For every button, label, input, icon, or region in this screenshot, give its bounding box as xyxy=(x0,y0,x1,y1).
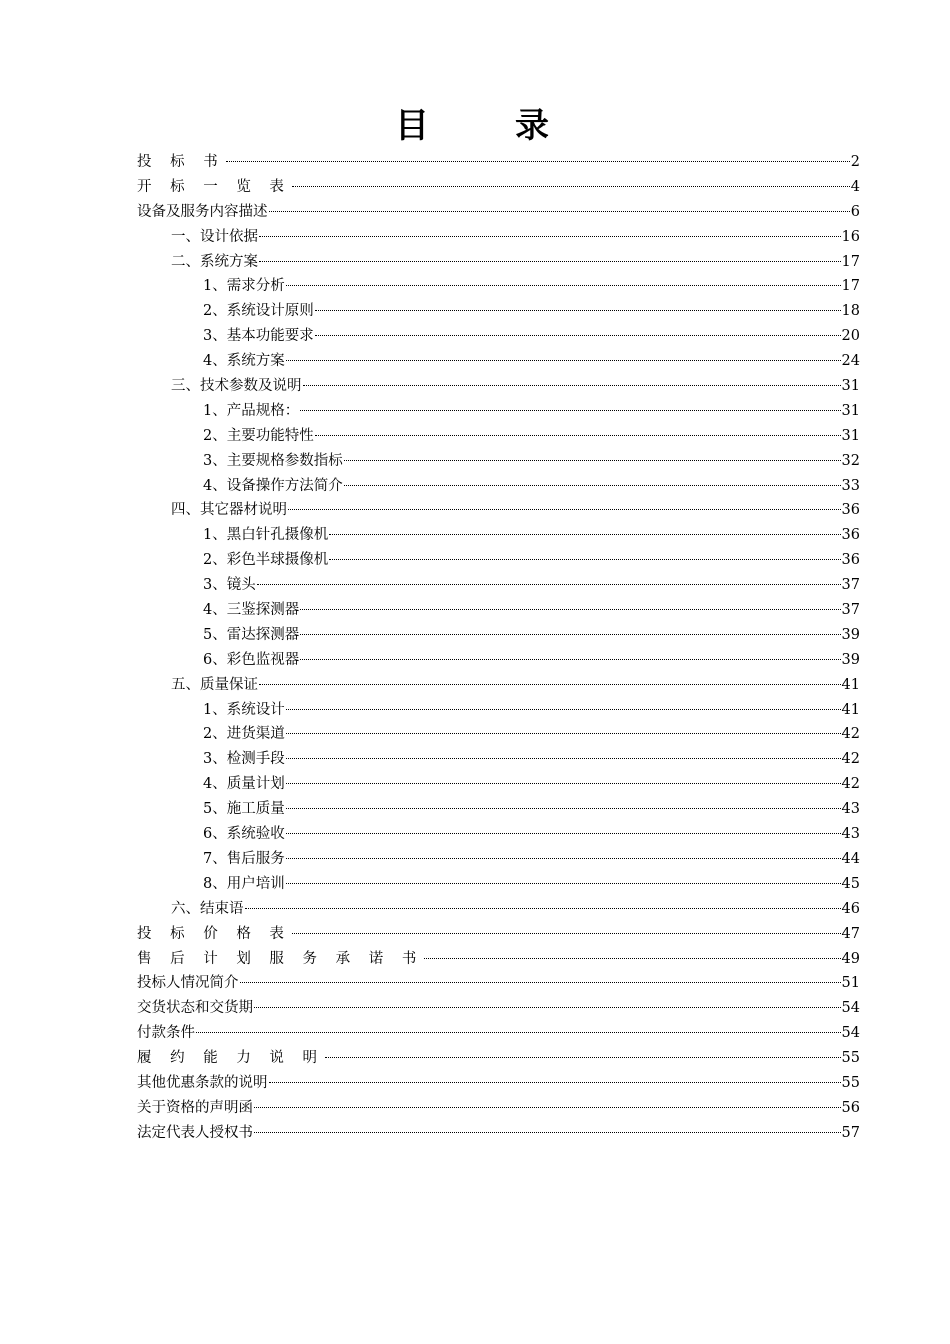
dot-leader xyxy=(344,485,841,486)
toc-entry[interactable] xyxy=(137,474,860,499)
toc-entry-label: 交货状态和交货期 xyxy=(137,1000,253,1017)
dot-leader xyxy=(286,858,841,859)
toc-entry[interactable] xyxy=(137,374,860,399)
toc-entry[interactable] xyxy=(137,1046,860,1071)
dot-leader xyxy=(254,1132,841,1133)
toc-entry-label: 四、其它器材说明 xyxy=(171,502,287,519)
toc-entry-label: 1、产品规格： xyxy=(203,402,300,419)
toc-entry[interactable] xyxy=(137,722,860,747)
toc-entry[interactable] xyxy=(137,623,860,648)
toc-entry[interactable] xyxy=(137,772,860,797)
toc-entry[interactable] xyxy=(137,523,860,548)
toc-entry-label: 五、质量保证 xyxy=(171,676,258,693)
toc-entry-label: 3、基本功能要求 xyxy=(203,328,314,345)
toc-entry[interactable] xyxy=(137,573,860,598)
dot-leader xyxy=(254,1107,841,1108)
toc-entry-page-number: 49 xyxy=(841,950,860,967)
toc-entry-page-number: 31 xyxy=(841,427,860,444)
dot-leader xyxy=(259,261,841,262)
dot-leader xyxy=(286,285,841,286)
dot-leader xyxy=(300,410,840,411)
dot-leader xyxy=(288,509,841,510)
toc-entry[interactable] xyxy=(137,872,860,897)
dot-leader xyxy=(286,833,841,834)
toc-entry-page-number: 24 xyxy=(841,353,860,370)
toc-entry[interactable] xyxy=(137,175,860,200)
dot-leader xyxy=(196,1032,841,1033)
toc-entry[interactable] xyxy=(137,747,860,772)
toc-entry-page-number: 32 xyxy=(841,452,860,469)
toc-entry[interactable] xyxy=(137,349,860,374)
table-of-contents xyxy=(137,150,860,1146)
toc-entry-label: 2、系统设计原则 xyxy=(203,303,314,320)
toc-entry-page-number: 42 xyxy=(841,751,860,768)
toc-entry-page-number: 39 xyxy=(841,626,860,643)
dot-leader xyxy=(240,982,841,983)
toc-entry-page-number: 54 xyxy=(841,1025,860,1042)
dot-leader xyxy=(245,908,841,909)
toc-entry-label: 法定代表人授权书 xyxy=(137,1124,253,1141)
toc-entry[interactable] xyxy=(137,822,860,847)
dot-leader xyxy=(329,559,840,560)
toc-entry[interactable] xyxy=(137,897,860,922)
toc-entry-label: 6、彩色监视器 xyxy=(203,651,300,668)
toc-entry-page-number: 57 xyxy=(841,1124,860,1141)
page-title: 目 录 xyxy=(395,106,555,146)
dot-leader xyxy=(257,584,841,585)
dot-leader xyxy=(300,659,840,660)
toc-entry[interactable] xyxy=(137,1121,860,1146)
toc-entry-page-number: 54 xyxy=(841,1000,860,1017)
dot-leader xyxy=(329,534,840,535)
toc-entry-page-number: 42 xyxy=(841,726,860,743)
dot-leader xyxy=(254,1007,841,1008)
dot-leader xyxy=(292,933,841,934)
toc-entry[interactable] xyxy=(137,274,860,299)
toc-entry[interactable] xyxy=(137,200,860,225)
toc-entry-label: 4、三鉴探测器 xyxy=(203,602,300,619)
toc-entry-label: 付款条件 xyxy=(137,1025,195,1042)
toc-entry[interactable] xyxy=(137,225,860,250)
toc-entry-page-number: 45 xyxy=(841,875,860,892)
dot-leader xyxy=(300,634,840,635)
dot-leader xyxy=(286,360,841,361)
dot-leader xyxy=(315,435,841,436)
toc-entry[interactable] xyxy=(137,324,860,349)
dot-leader xyxy=(269,211,850,212)
toc-entry-label: 一、设计依据 xyxy=(171,228,258,245)
dot-leader xyxy=(226,161,850,162)
toc-entry-label: 4、质量计划 xyxy=(203,776,285,793)
toc-entry-label: 投 标 价 格 表 xyxy=(137,925,291,942)
toc-entry-label: 其他优惠条款的说明 xyxy=(137,1074,268,1091)
toc-entry-page-number: 37 xyxy=(841,602,860,619)
dot-leader xyxy=(286,758,841,759)
toc-entry-label: 关于资格的声明函 xyxy=(137,1099,253,1116)
toc-entry-label: 5、施工质量 xyxy=(203,801,285,818)
toc-entry-label: 二、系统方案 xyxy=(171,253,258,270)
toc-entry[interactable] xyxy=(137,922,860,947)
dot-leader xyxy=(325,1057,841,1058)
toc-entry-page-number: 43 xyxy=(841,826,860,843)
dot-leader xyxy=(259,236,841,237)
toc-entry-label: 开 标 一 览 表 xyxy=(137,178,291,195)
toc-entry-label: 1、黑白针孔摄像机 xyxy=(203,527,329,544)
toc-entry[interactable] xyxy=(137,498,860,523)
toc-entry[interactable] xyxy=(137,1021,860,1046)
toc-entry-page-number: 55 xyxy=(841,1074,860,1091)
toc-entry-page-number: 18 xyxy=(841,303,860,320)
toc-entry-page-number: 39 xyxy=(841,651,860,668)
toc-entry[interactable] xyxy=(137,648,860,673)
dot-leader xyxy=(315,335,841,336)
toc-entry-page-number: 36 xyxy=(841,527,860,544)
toc-entry-page-number: 4 xyxy=(850,178,860,195)
toc-entry-page-number: 16 xyxy=(841,228,860,245)
toc-entry-page-number: 51 xyxy=(841,975,860,992)
dot-leader xyxy=(344,460,841,461)
toc-entry-page-number: 37 xyxy=(841,577,860,594)
toc-entry[interactable] xyxy=(137,598,860,623)
toc-entry[interactable] xyxy=(137,299,860,324)
toc-entry-label: 设备及服务内容描述 xyxy=(137,203,268,220)
toc-entry-label: 履 约 能 力 说 明 xyxy=(137,1050,325,1067)
toc-entry-label: 投 标 书 xyxy=(137,154,225,170)
toc-entry-label: 2、彩色半球摄像机 xyxy=(203,552,329,569)
toc-entry-page-number: 42 xyxy=(841,776,860,793)
toc-entry-page-number: 55 xyxy=(841,1050,860,1067)
toc-entry[interactable] xyxy=(137,449,860,474)
dot-leader xyxy=(300,609,840,610)
toc-entry-label: 4、系统方案 xyxy=(203,353,285,370)
toc-entry-page-number: 31 xyxy=(841,378,860,395)
toc-entry[interactable] xyxy=(137,847,860,872)
toc-entry[interactable] xyxy=(137,698,860,723)
toc-entry-label: 六、结束语 xyxy=(171,900,244,917)
dot-leader xyxy=(292,186,850,187)
toc-entry[interactable] xyxy=(137,150,860,175)
toc-entry-page-number: 2 xyxy=(850,154,860,170)
dot-leader xyxy=(424,958,840,959)
toc-entry[interactable] xyxy=(137,399,860,424)
toc-entry[interactable] xyxy=(137,971,860,996)
dot-leader xyxy=(269,1082,841,1083)
toc-entry-page-number: 20 xyxy=(841,328,860,345)
toc-entry-label: 4、设备操作方法简介 xyxy=(203,477,343,494)
dot-leader xyxy=(286,883,841,884)
toc-entry-label: 3、检测手段 xyxy=(203,751,285,768)
toc-entry-page-number: 36 xyxy=(841,502,860,519)
toc-entry[interactable] xyxy=(137,673,860,698)
toc-entry[interactable] xyxy=(137,250,860,275)
toc-entry-page-number: 44 xyxy=(841,850,860,867)
toc-entry-page-number: 17 xyxy=(841,253,860,270)
toc-entry-page-number: 47 xyxy=(841,925,860,942)
toc-entry-page-number: 6 xyxy=(850,203,860,220)
dot-leader xyxy=(286,808,841,809)
toc-entry[interactable] xyxy=(137,424,860,449)
toc-entry-page-number: 33 xyxy=(841,477,860,494)
toc-entry-label: 6、系统验收 xyxy=(203,826,285,843)
toc-entry-page-number: 17 xyxy=(841,278,860,295)
toc-entry-label: 投标人情况简介 xyxy=(137,975,239,992)
toc-entry-label: 三、技术参数及说明 xyxy=(171,378,302,395)
toc-entry[interactable] xyxy=(137,797,860,822)
toc-entry-label: 售 后 计 划 服 务 承 诺 书 xyxy=(137,950,424,967)
toc-entry-page-number: 56 xyxy=(841,1099,860,1116)
dot-leader xyxy=(286,733,841,734)
dot-leader xyxy=(286,783,841,784)
toc-entry-label: 3、镜头 xyxy=(203,577,256,594)
dot-leader xyxy=(315,310,841,311)
toc-entry[interactable] xyxy=(137,996,860,1021)
toc-entry-page-number: 31 xyxy=(841,402,860,419)
dot-leader xyxy=(259,684,841,685)
toc-entry-label: 1、系统设计 xyxy=(203,701,285,718)
toc-entry-page-number: 36 xyxy=(841,552,860,569)
toc-entry-label: 8、用户培训 xyxy=(203,875,285,892)
toc-entry[interactable] xyxy=(137,947,860,972)
dot-leader xyxy=(286,709,841,710)
toc-entry-label: 5、雷达探测器 xyxy=(203,626,300,643)
toc-entry-label: 2、进货渠道 xyxy=(203,726,285,743)
toc-entry[interactable] xyxy=(137,1096,860,1121)
toc-entry-page-number: 41 xyxy=(841,676,860,693)
toc-entry-label: 7、售后服务 xyxy=(203,850,285,867)
toc-entry[interactable] xyxy=(137,548,860,573)
toc-entry-page-number: 43 xyxy=(841,801,860,818)
dot-leader xyxy=(303,385,841,386)
toc-entry-label: 2、主要功能特性 xyxy=(203,427,314,444)
toc-entry-page-number: 41 xyxy=(841,701,860,718)
toc-entry-label: 3、主要规格参数指标 xyxy=(203,452,343,469)
toc-entry-page-number: 46 xyxy=(841,900,860,917)
toc-entry[interactable] xyxy=(137,1071,860,1096)
toc-entry-label: 1、需求分析 xyxy=(203,278,285,295)
